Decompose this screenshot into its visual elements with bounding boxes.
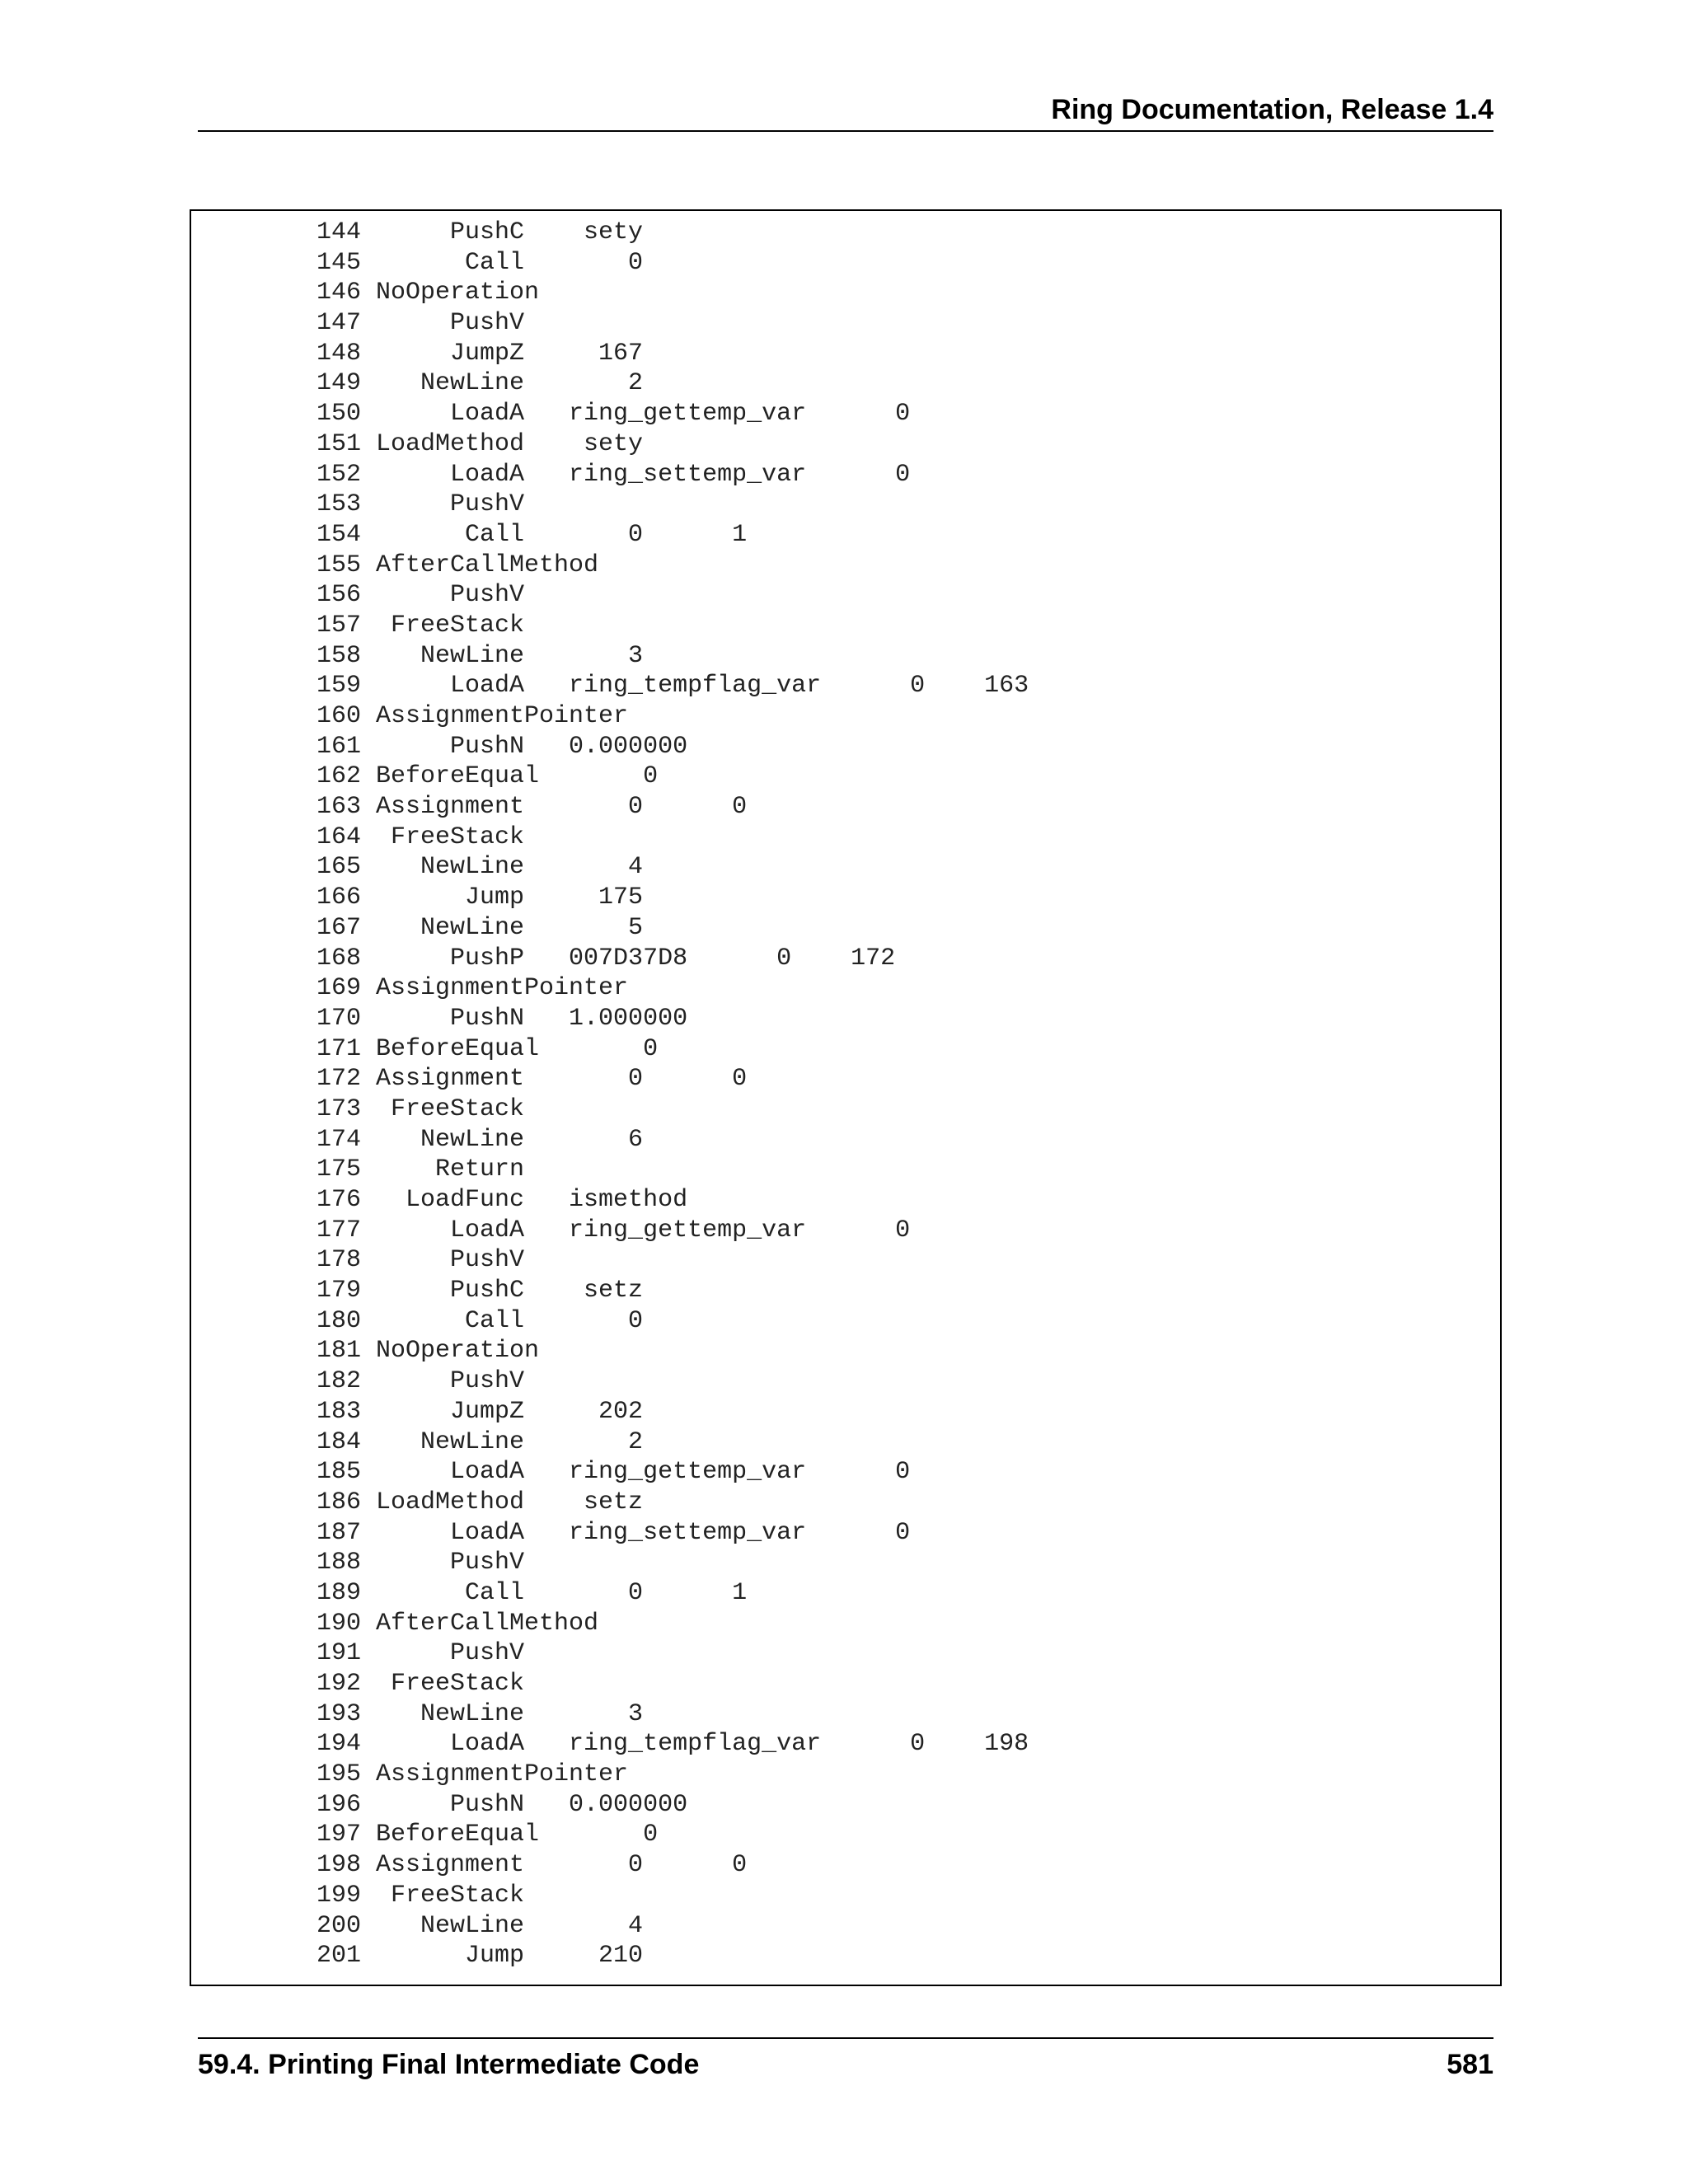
code-line: 154 Call 0 1 [316, 520, 748, 549]
code-block [190, 209, 1502, 1986]
code-line: 164 FreeStack [316, 823, 525, 851]
code-line: 186 LoadMethod setz [316, 1488, 644, 1516]
code-line: 167 NewLine 5 [316, 913, 644, 942]
code-line: 145 Call 0 [316, 248, 644, 277]
code-line: 157 FreeStack [316, 611, 525, 640]
code-line: 147 PushV [316, 309, 525, 338]
code-line: 178 PushV [316, 1246, 525, 1275]
code-line: 197 BeforeEqual 0 [316, 1821, 659, 1849]
code-line: 171 BeforeEqual 0 [316, 1034, 659, 1063]
page-header [198, 89, 1493, 132]
code-line: 148 JumpZ 167 [316, 339, 644, 368]
code-line: 177 LoadA ring_gettemp_var 0 [316, 1216, 911, 1244]
code-line: 156 PushV [316, 581, 525, 610]
code-line: 191 PushV [316, 1639, 525, 1668]
code-line: 174 NewLine 6 [316, 1125, 644, 1154]
code-line: 180 Call 0 [316, 1306, 644, 1335]
code-line: 155 AfterCallMethod [316, 551, 599, 579]
code-line: 162 BeforeEqual 0 [316, 762, 659, 791]
code-line: 146 NoOperation [316, 279, 540, 307]
code-line: 158 NewLine 3 [316, 641, 644, 670]
code-line: 194 LoadA ring_tempflag_var 0 198 [316, 1730, 1029, 1759]
code-line: 187 LoadA ring_settemp_var 0 [316, 1518, 911, 1547]
code-line: 166 Jump 175 [316, 883, 644, 912]
code-line: 189 Call 0 1 [316, 1578, 748, 1607]
code-line: 196 PushN 0.000000 [316, 1790, 688, 1819]
code-listing [316, 218, 1029, 1971]
code-line: 190 AfterCallMethod [316, 1609, 599, 1638]
code-line: 188 PushV [316, 1549, 525, 1577]
code-line: 165 NewLine 4 [316, 853, 644, 882]
page-number: 581 [1447, 2049, 1493, 2080]
code-line: 175 Return [316, 1155, 525, 1184]
code-line: 144 PushC sety [316, 218, 644, 246]
document-title: Ring Documentation, Release 1.4 [1051, 94, 1493, 125]
code-line: 179 PushC setz [316, 1277, 644, 1305]
code-line: 184 NewLine 2 [316, 1427, 644, 1456]
code-line: 181 NoOperation [316, 1337, 540, 1366]
code-line: 159 LoadA ring_tempflag_var 0 163 [316, 672, 1029, 701]
code-line: 161 PushN 0.000000 [316, 732, 688, 761]
code-line: 150 LoadA ring_gettemp_var 0 [316, 400, 911, 429]
code-line: 185 LoadA ring_gettemp_var 0 [316, 1458, 911, 1487]
code-line: 182 PushV [316, 1367, 525, 1396]
code-line: 201 Jump 210 [316, 1942, 644, 1971]
code-line: 200 NewLine 4 [316, 1911, 644, 1940]
code-line: 151 LoadMethod sety [316, 429, 644, 458]
code-line: 163 Assignment 0 0 [316, 793, 748, 822]
code-line: 195 AssignmentPointer [316, 1760, 629, 1789]
code-line: 173 FreeStack [316, 1094, 525, 1123]
section-title: 59.4. Printing Final Intermediate Code [198, 2049, 700, 2080]
code-line: 198 Assignment 0 0 [316, 1851, 748, 1880]
code-line: 160 AssignmentPointer [316, 702, 629, 730]
code-line: 169 AssignmentPointer [316, 974, 629, 1003]
code-line: 149 NewLine 2 [316, 369, 644, 398]
code-line: 199 FreeStack [316, 1881, 525, 1910]
code-line: 176 LoadFunc ismethod [316, 1186, 688, 1214]
page-footer [198, 2037, 1493, 2097]
code-line: 183 JumpZ 202 [316, 1397, 644, 1426]
code-line: 168 PushP 007D37D8 0 172 [316, 944, 896, 972]
code-line: 152 LoadA ring_settemp_var 0 [316, 460, 911, 489]
code-line: 170 PushN 1.000000 [316, 1004, 688, 1033]
code-line: 172 Assignment 0 0 [316, 1065, 748, 1094]
code-line: 193 NewLine 3 [316, 1699, 644, 1728]
code-line: 153 PushV [316, 490, 525, 519]
code-line: 192 FreeStack [316, 1670, 525, 1698]
